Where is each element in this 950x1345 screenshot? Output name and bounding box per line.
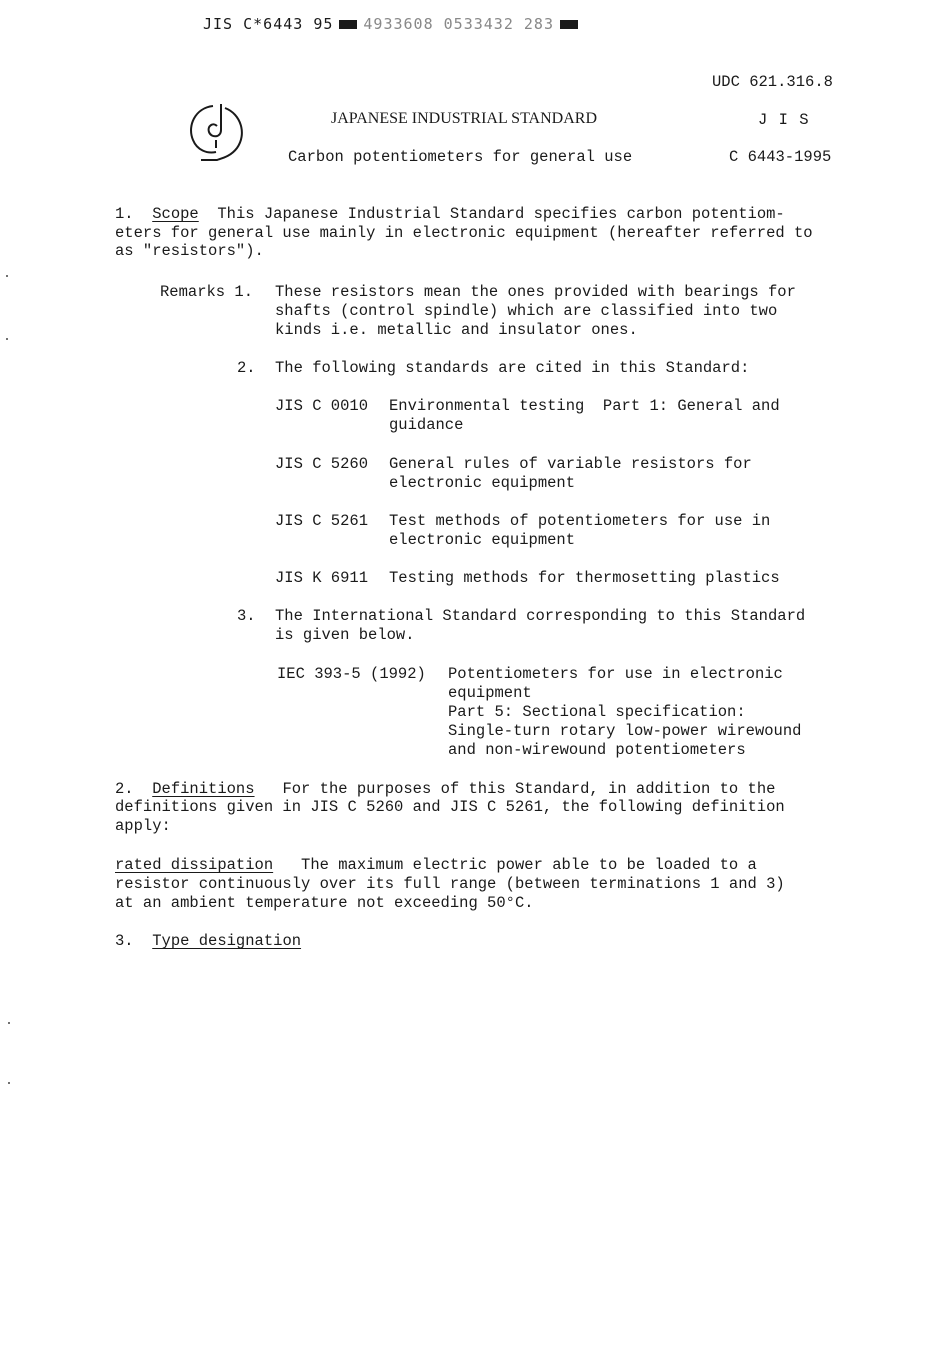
iec-line: and non-wirewound potentiometers: [448, 741, 746, 759]
definition-line: resistor continuously over its full range (between terminations 1 and 3): [115, 875, 785, 893]
scope-line: as "resistors").: [115, 242, 264, 260]
iec-line: Potentiometers for use in electronic: [448, 665, 783, 683]
cited-title: electronic equipment: [389, 474, 576, 492]
definition-term: rated dissipation: [115, 856, 274, 874]
remarks-label: Remarks 1.: [160, 283, 254, 301]
scan-bar-1: [339, 20, 357, 29]
standard-org: JAPANESE INDUSTRIAL STANDARD: [331, 110, 597, 127]
cited-title: Testing methods for thermosetting plastics: [389, 569, 780, 587]
scan-speck: [8, 1082, 10, 1084]
definition-line: at an ambient temperature not exceeding 50°C.: [115, 894, 534, 912]
section-3-heading: Type designation: [152, 932, 302, 950]
page-title: Carbon potentiometers for general use: [288, 148, 633, 166]
scan-speck: [8, 1022, 10, 1024]
scan-code: JIS C*6443 95: [203, 15, 334, 33]
section-3-num: 3.: [115, 932, 134, 950]
scan-bar-2: [560, 20, 578, 29]
remark-2-num: 2.: [237, 359, 256, 377]
definitions-line: definitions given in JIS C 5260 and JIS C 5261, the following definition: [115, 798, 785, 816]
cited-title: General rules of variable resistors for: [389, 455, 752, 473]
definitions-line: For the purposes of this Standard, in addition to the: [282, 780, 776, 798]
remark-3-line: The International Standard corresponding to this Standard: [275, 607, 806, 625]
definition-line: The maximum electric power able to be loaded to a: [301, 856, 757, 874]
remark-1-line: shafts (control spindle) which are classified into two: [275, 302, 778, 320]
cited-title: electronic equipment: [389, 531, 576, 549]
cited-title: Test methods of potentiometers for use in: [389, 512, 771, 530]
scope-line: eters for general use mainly in electronic equipment (hereafter referred to: [115, 224, 813, 242]
scan-serial-b: 0533432 283: [443, 15, 554, 33]
iec-line: equipment: [448, 684, 532, 702]
standard-number: C 6443-1995: [729, 148, 832, 166]
remark-1-line: kinds i.e. metallic and insulator ones.: [275, 321, 638, 339]
scan-header: [203, 15, 584, 33]
remark-3-num: 3.: [237, 607, 256, 625]
cited-code: JIS C 5260: [275, 455, 369, 473]
definitions-line: apply:: [115, 817, 171, 835]
section-2-num: 2.: [115, 780, 134, 798]
jis-mark-icon: [183, 100, 249, 166]
scan-serial-a: 4933608: [363, 15, 434, 33]
cited-code: JIS C 5261: [275, 512, 369, 530]
udc-number: UDC 621.316.8: [712, 73, 833, 91]
section-1-num: 1.: [115, 205, 134, 223]
cited-title: guidance: [389, 416, 464, 434]
cited-code: JIS K 6911: [275, 569, 369, 587]
remark-3-line: is given below.: [275, 626, 415, 644]
remark-2-text: The following standards are cited in this Standard:: [275, 359, 750, 377]
scope-line: This Japanese Industrial Standard specifies carbon potentiom-: [217, 205, 785, 223]
cited-title: Environmental testing Part 1: General and: [389, 397, 780, 415]
scan-speck: [6, 338, 8, 340]
remark-1-line: These resistors mean the ones provided with bearings for: [275, 283, 796, 301]
iec-code: IEC 393-5 (1992): [277, 665, 426, 683]
iec-line: Single-turn rotary low-power wirewound: [448, 722, 802, 740]
scan-speck: [6, 275, 8, 277]
iec-line: Part 5: Sectional specification:: [448, 703, 746, 721]
section-2-heading: Definitions: [152, 780, 255, 798]
cited-code: JIS C 0010: [275, 397, 369, 415]
section-type-designation: [115, 932, 301, 951]
jis-mark-text: J I S: [758, 111, 810, 129]
section-1-heading: Scope: [152, 205, 199, 223]
